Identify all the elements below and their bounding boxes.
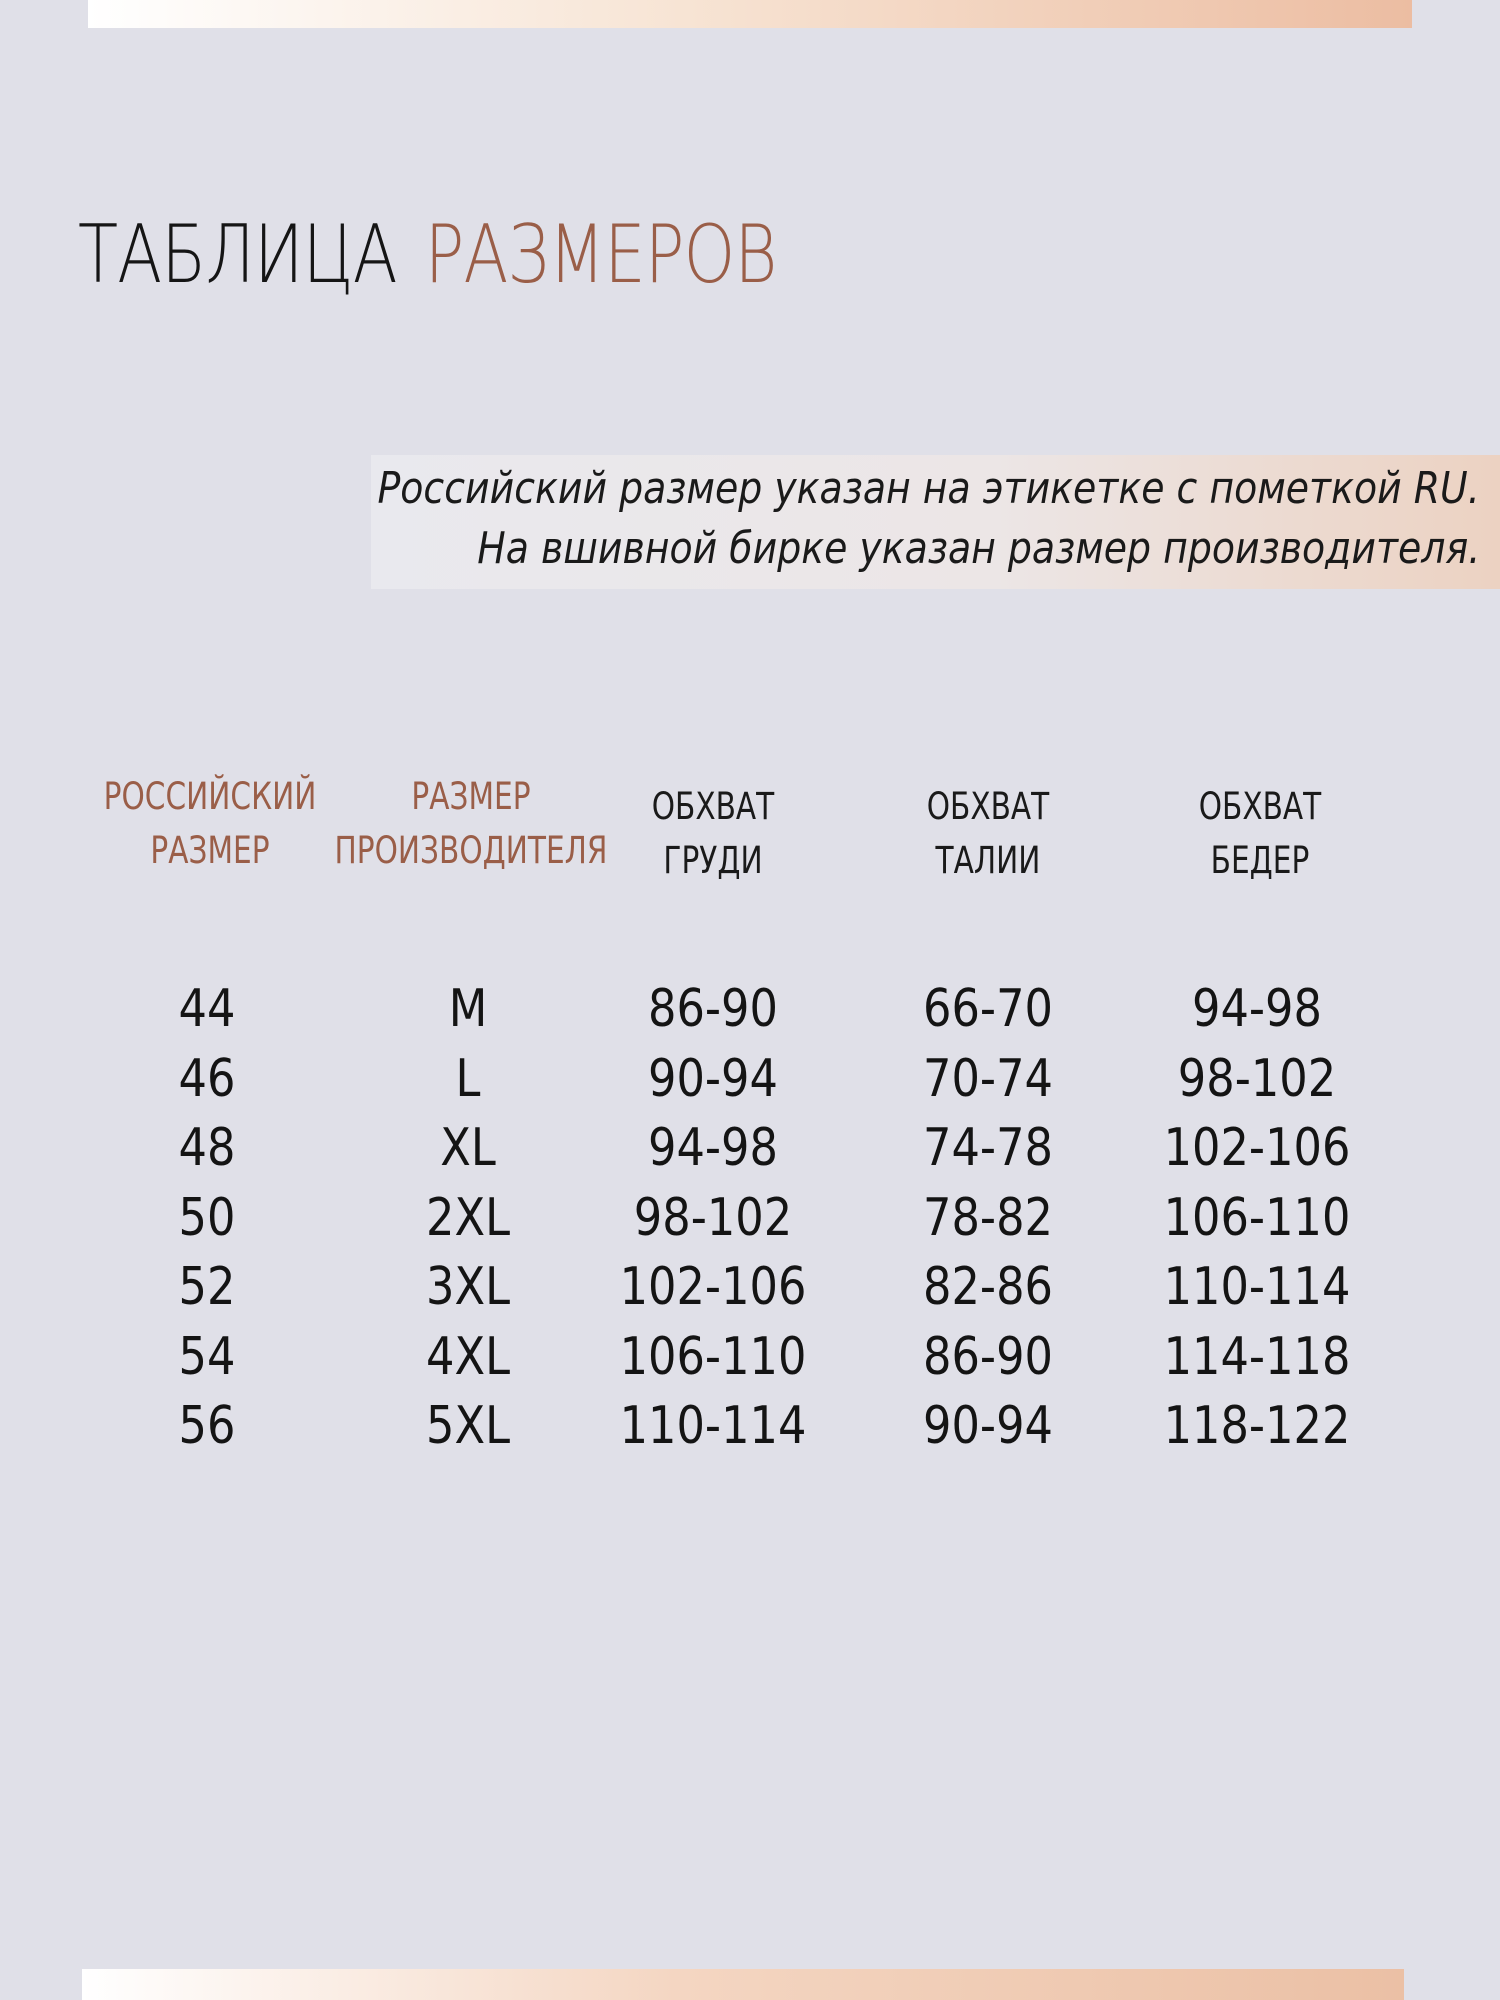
header-line: ПРОИЗВОДИТЕЛЯ [334,829,608,872]
table-cell: 56 [178,1396,236,1456]
table-cell: 86-90 [923,1326,1053,1387]
column-hips [1164,975,1351,1462]
table-cell: 106-110 [1163,1187,1351,1248]
header-line: ОБХВАТ [1198,785,1322,828]
header-line: РАЗМЕР [411,775,531,818]
table-cell: 48 [178,1118,236,1178]
header-line: ГРУДИ [663,839,763,882]
column-manufacturer-size [426,975,510,1462]
table-cell: 86-90 [648,979,778,1039]
header-russian-size [104,770,317,878]
table-cell: 102-106 [619,1257,807,1317]
table-cell: 2XL [425,1187,511,1248]
table-cell: 66-70 [923,979,1053,1039]
column-russian-size [179,975,236,1462]
size-note-banner [371,455,1500,589]
table-cell: 50 [178,1187,236,1248]
table-cell: 98-102 [1177,1048,1337,1109]
title-part-1: ТАБЛИЦА [78,208,397,301]
header-chest [652,780,775,888]
header-line: РОССИЙСКИЙ [103,775,317,818]
table-cell: 94-98 [1192,979,1322,1039]
bottom-decorative-strip [82,1969,1404,2000]
table-cell: 90-94 [923,1396,1053,1456]
table-cell: 44 [178,979,236,1039]
header-line: ОБХВАТ [926,785,1050,828]
note-line-1: Российский размер указан на этикетке с пометкой RU. [377,463,1480,514]
table-cell: 110-114 [619,1396,807,1456]
table-cell: 106-110 [619,1326,807,1387]
table-cell: 98-102 [633,1187,793,1248]
table-cell: 3XL [425,1257,511,1317]
table-cell: 114-118 [1163,1326,1351,1387]
table-cell: 90-94 [648,1048,778,1109]
column-chest [620,975,807,1462]
table-cell: 54 [178,1326,236,1387]
top-decorative-strip [88,0,1412,28]
table-cell: 94-98 [648,1118,778,1178]
header-manufacturer-size [334,770,607,878]
header-line: ТАЛИИ [935,839,1041,882]
table-cell: M [448,979,488,1039]
header-hips [1199,780,1322,888]
table-cell: 102-106 [1163,1118,1351,1178]
header-line: ОБХВАТ [651,785,775,828]
table-cell: 118-122 [1163,1396,1351,1456]
table-cell: 70-74 [923,1048,1053,1109]
table-cell: 4XL [425,1326,511,1387]
table-cell: 52 [178,1257,236,1317]
table-cell: XL [440,1118,496,1178]
header-line: БЕДЕР [1210,839,1310,882]
table-cell: 46 [178,1048,236,1109]
table-cell: 5XL [425,1396,511,1456]
table-cell: 82-86 [923,1257,1053,1317]
header-line: РАЗМЕР [150,829,270,872]
page-title [78,208,777,301]
header-waist [927,780,1050,888]
table-cell: 74-78 [923,1118,1053,1178]
table-cell: 78-82 [923,1187,1053,1248]
table-cell: L [455,1048,481,1109]
column-waist [923,975,1053,1462]
table-cell: 110-114 [1163,1257,1351,1317]
note-line-2: На вшивной бирке указан размер производителя. [477,523,1480,574]
title-part-2: РАЗМЕРОВ [424,208,777,301]
